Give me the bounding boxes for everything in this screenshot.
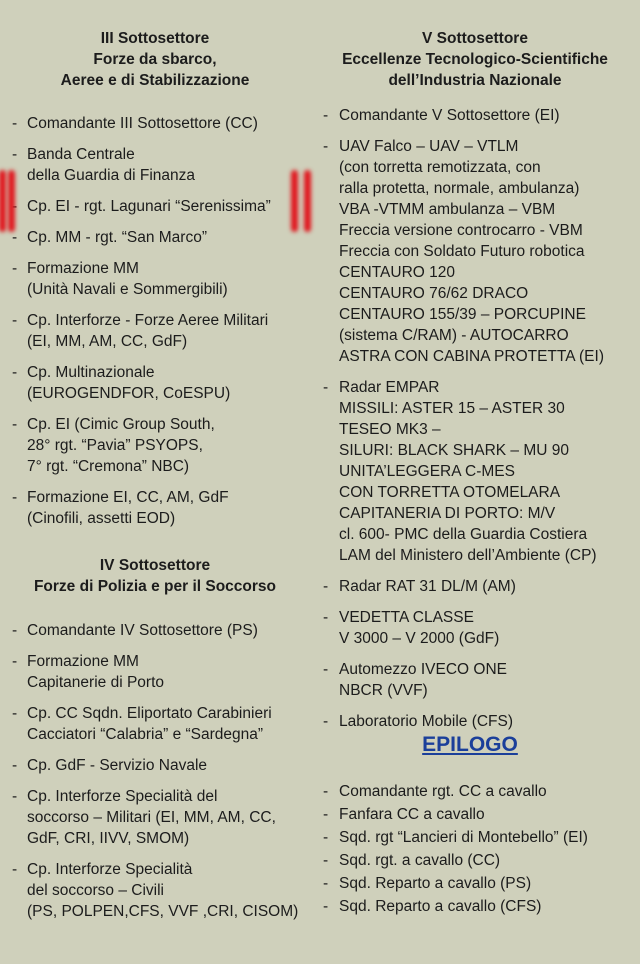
list-item-text: - UAV Falco – UAV – VTLM bbox=[339, 138, 519, 155]
section3-list bbox=[0, 113, 320, 539]
list-item-text: - Automezzo IVECO ONE bbox=[339, 661, 507, 678]
list-item bbox=[320, 781, 640, 802]
list-item-text: (EI, MM, AM, CC, GdF) bbox=[27, 333, 188, 350]
list-item-text: CON TORRETTA OTOMELARA bbox=[339, 484, 561, 501]
list-item-text: - Laboratorio Mobile (CFS) bbox=[339, 713, 514, 730]
list-item bbox=[320, 873, 640, 894]
list-item-text: (con torretta remotizzata, con bbox=[339, 159, 541, 176]
red-highlight-mark bbox=[291, 170, 298, 232]
list-item-text: - Fanfara CC a cavallo bbox=[339, 806, 485, 823]
list-item-text: NBCR (VVF) bbox=[339, 682, 428, 699]
list-item bbox=[0, 144, 320, 186]
list-item bbox=[320, 896, 640, 917]
list-item-text: cl. 600- PMC della Guardia Costiera bbox=[339, 526, 588, 543]
section3-heading-line: III Sottosettore bbox=[100, 30, 210, 47]
list-item-text: - Sqd. Reparto a cavallo (CFS) bbox=[339, 898, 542, 915]
section5-heading-line: dell’Industria Nazionale bbox=[388, 72, 562, 89]
list-item bbox=[0, 651, 320, 693]
list-item-text: - Cp. MM - rgt. “San Marco” bbox=[27, 229, 207, 246]
list-item bbox=[320, 711, 640, 732]
list-item-text: - Formazione EI, CC, AM, GdF bbox=[27, 489, 229, 506]
list-item-text: V 3000 – V 2000 (GdF) bbox=[339, 630, 500, 647]
list-item-text: - Radar RAT 31 DL/M (AM) bbox=[339, 578, 516, 595]
section5-heading-line: Eccellenze Tecnologico-Scientifiche bbox=[342, 51, 608, 68]
section3-heading bbox=[0, 28, 310, 91]
list-item-text: CENTAURO 155/39 – PORCUPINE bbox=[339, 306, 586, 323]
list-item bbox=[320, 105, 640, 126]
list-item-text: MISSILI: ASTER 15 – ASTER 30 bbox=[339, 400, 565, 417]
list-item-text: VBA -VTMM ambulanza – VBM bbox=[339, 201, 556, 218]
list-item-text: (PS, POLPEN,CFS, VVF ,CRI, CISOM) bbox=[27, 903, 299, 920]
red-highlight-mark bbox=[8, 170, 15, 232]
list-item bbox=[0, 196, 320, 217]
list-item-text: (Unità Navali e Sommergibili) bbox=[27, 281, 228, 298]
list-item-text: (EUROGENDFOR, CoESPU) bbox=[27, 385, 231, 402]
list-item-text: - Formazione MM bbox=[27, 653, 139, 670]
list-item bbox=[0, 414, 320, 477]
list-item-text: (sistema C/RAM) - AUTOCARRO bbox=[339, 327, 569, 344]
list-item-text: - Comandante rgt. CC a cavallo bbox=[339, 783, 547, 800]
list-item-text: - Cp. Interforze Specialità bbox=[27, 861, 193, 878]
list-item-text: CAPITANERIA DI PORTO: M/V bbox=[339, 505, 556, 522]
list-item-text: ralla protetta, normale, ambulanza) bbox=[339, 180, 580, 197]
list-item-text: 28° rgt. “Pavia” PSYOPS, bbox=[27, 437, 203, 454]
red-highlight-mark bbox=[0, 170, 6, 232]
section3-heading-line: Aeree e di Stabilizzazione bbox=[60, 72, 250, 89]
list-item-text: Capitanerie di Porto bbox=[27, 674, 164, 691]
section4-heading-line: IV Sottosettore bbox=[99, 557, 211, 574]
list-item-text: - VEDETTA CLASSE bbox=[339, 609, 474, 626]
red-highlight-mark bbox=[304, 170, 311, 232]
list-item-text: - Cp. EI (Cimic Group South, bbox=[27, 416, 215, 433]
list-item bbox=[0, 786, 320, 849]
list-item-text: - Cp. GdF - Servizio Navale bbox=[27, 757, 208, 774]
list-item bbox=[320, 576, 640, 597]
list-item bbox=[0, 310, 320, 352]
list-item-text: (Cinofili, assetti EOD) bbox=[27, 510, 176, 527]
list-item-text: GdF, CRI, IIVV, SMOM) bbox=[27, 830, 190, 847]
list-item-text: CENTAURO 120 bbox=[339, 264, 455, 281]
epilogo-list bbox=[320, 781, 640, 919]
list-item-text: Freccia con Soldato Futuro robotica bbox=[339, 243, 585, 260]
list-item bbox=[320, 827, 640, 848]
list-item-text: - Banda Centrale bbox=[27, 146, 135, 163]
list-item-text: - Sqd. rgt “Lancieri di Montebello” (EI) bbox=[339, 829, 588, 846]
list-item-text: della Guardia di Finanza bbox=[27, 167, 196, 184]
list-item-text: 7° rgt. “Cremona” NBC) bbox=[27, 458, 190, 475]
section5-heading-line: V Sottosettore bbox=[422, 30, 528, 47]
list-item-text: - Cp. Interforze Specialità del bbox=[27, 788, 218, 805]
epilogo-title: EPILOGO bbox=[422, 733, 518, 756]
section5-heading bbox=[320, 28, 630, 91]
list-item-text: UNITA’LEGGERA C-MES bbox=[339, 463, 515, 480]
list-item bbox=[0, 487, 320, 529]
list-item-text: TESEO MK3 – bbox=[339, 421, 441, 438]
list-item bbox=[0, 755, 320, 776]
list-item-text: - Cp. Interforze - Forze Aeree Militari bbox=[27, 312, 269, 329]
list-item-text: - Comandante III Sottosettore (CC) bbox=[27, 115, 258, 132]
list-item-text: ASTRA CON CABINA PROTETTA (EI) bbox=[339, 348, 604, 365]
list-item bbox=[320, 136, 640, 367]
section4-heading-line: Forze di Polizia e per il Soccorso bbox=[33, 578, 277, 595]
section4-heading bbox=[0, 555, 310, 597]
list-item-text: - Comandante IV Sottosettore (PS) bbox=[27, 622, 258, 639]
list-item-text: - Comandante V Sottosettore (EI) bbox=[339, 107, 560, 124]
list-item-text: - Cp. Multinazionale bbox=[27, 364, 155, 381]
list-item-text: - Sqd. rgt. a cavallo (CC) bbox=[339, 852, 501, 869]
list-item-text: LAM del Ministero dell’Ambiente (CP) bbox=[339, 547, 597, 564]
list-item-text: - Cp. EI - rgt. Lagunari “Serenissima” bbox=[27, 198, 271, 215]
list-item bbox=[0, 113, 320, 134]
list-item-text: del soccorso – Civili bbox=[27, 882, 164, 899]
section5-list bbox=[320, 105, 640, 742]
list-item-text: soccorso – Militari (EI, MM, AM, CC, bbox=[27, 809, 276, 826]
list-item bbox=[0, 703, 320, 745]
list-item bbox=[320, 850, 640, 871]
section3-heading-line: Forze da sbarco, bbox=[93, 51, 217, 68]
list-item-text: SILURI: BLACK SHARK – MU 90 bbox=[339, 442, 569, 459]
list-item-text: - Cp. CC Sqdn. Eliportato Carabinieri bbox=[27, 705, 272, 722]
list-item bbox=[0, 362, 320, 404]
list-item-text: Freccia versione controcarro - VBM bbox=[339, 222, 583, 239]
list-item bbox=[0, 258, 320, 300]
list-item bbox=[320, 659, 640, 701]
list-item-text: - Radar EMPAR bbox=[339, 379, 440, 396]
list-item-text: - Sqd. Reparto a cavallo (PS) bbox=[339, 875, 532, 892]
list-item-text: - Formazione MM bbox=[27, 260, 139, 277]
list-item-text: CENTAURO 76/62 DRACO bbox=[339, 285, 529, 302]
section4-list bbox=[0, 620, 320, 932]
list-item bbox=[320, 804, 640, 825]
list-item bbox=[0, 620, 320, 641]
list-item bbox=[320, 607, 640, 649]
list-item bbox=[0, 859, 320, 922]
list-item-text: Cacciatori “Calabria” e “Sardegna” bbox=[27, 726, 264, 743]
list-item bbox=[0, 227, 320, 248]
list-item bbox=[320, 377, 640, 566]
